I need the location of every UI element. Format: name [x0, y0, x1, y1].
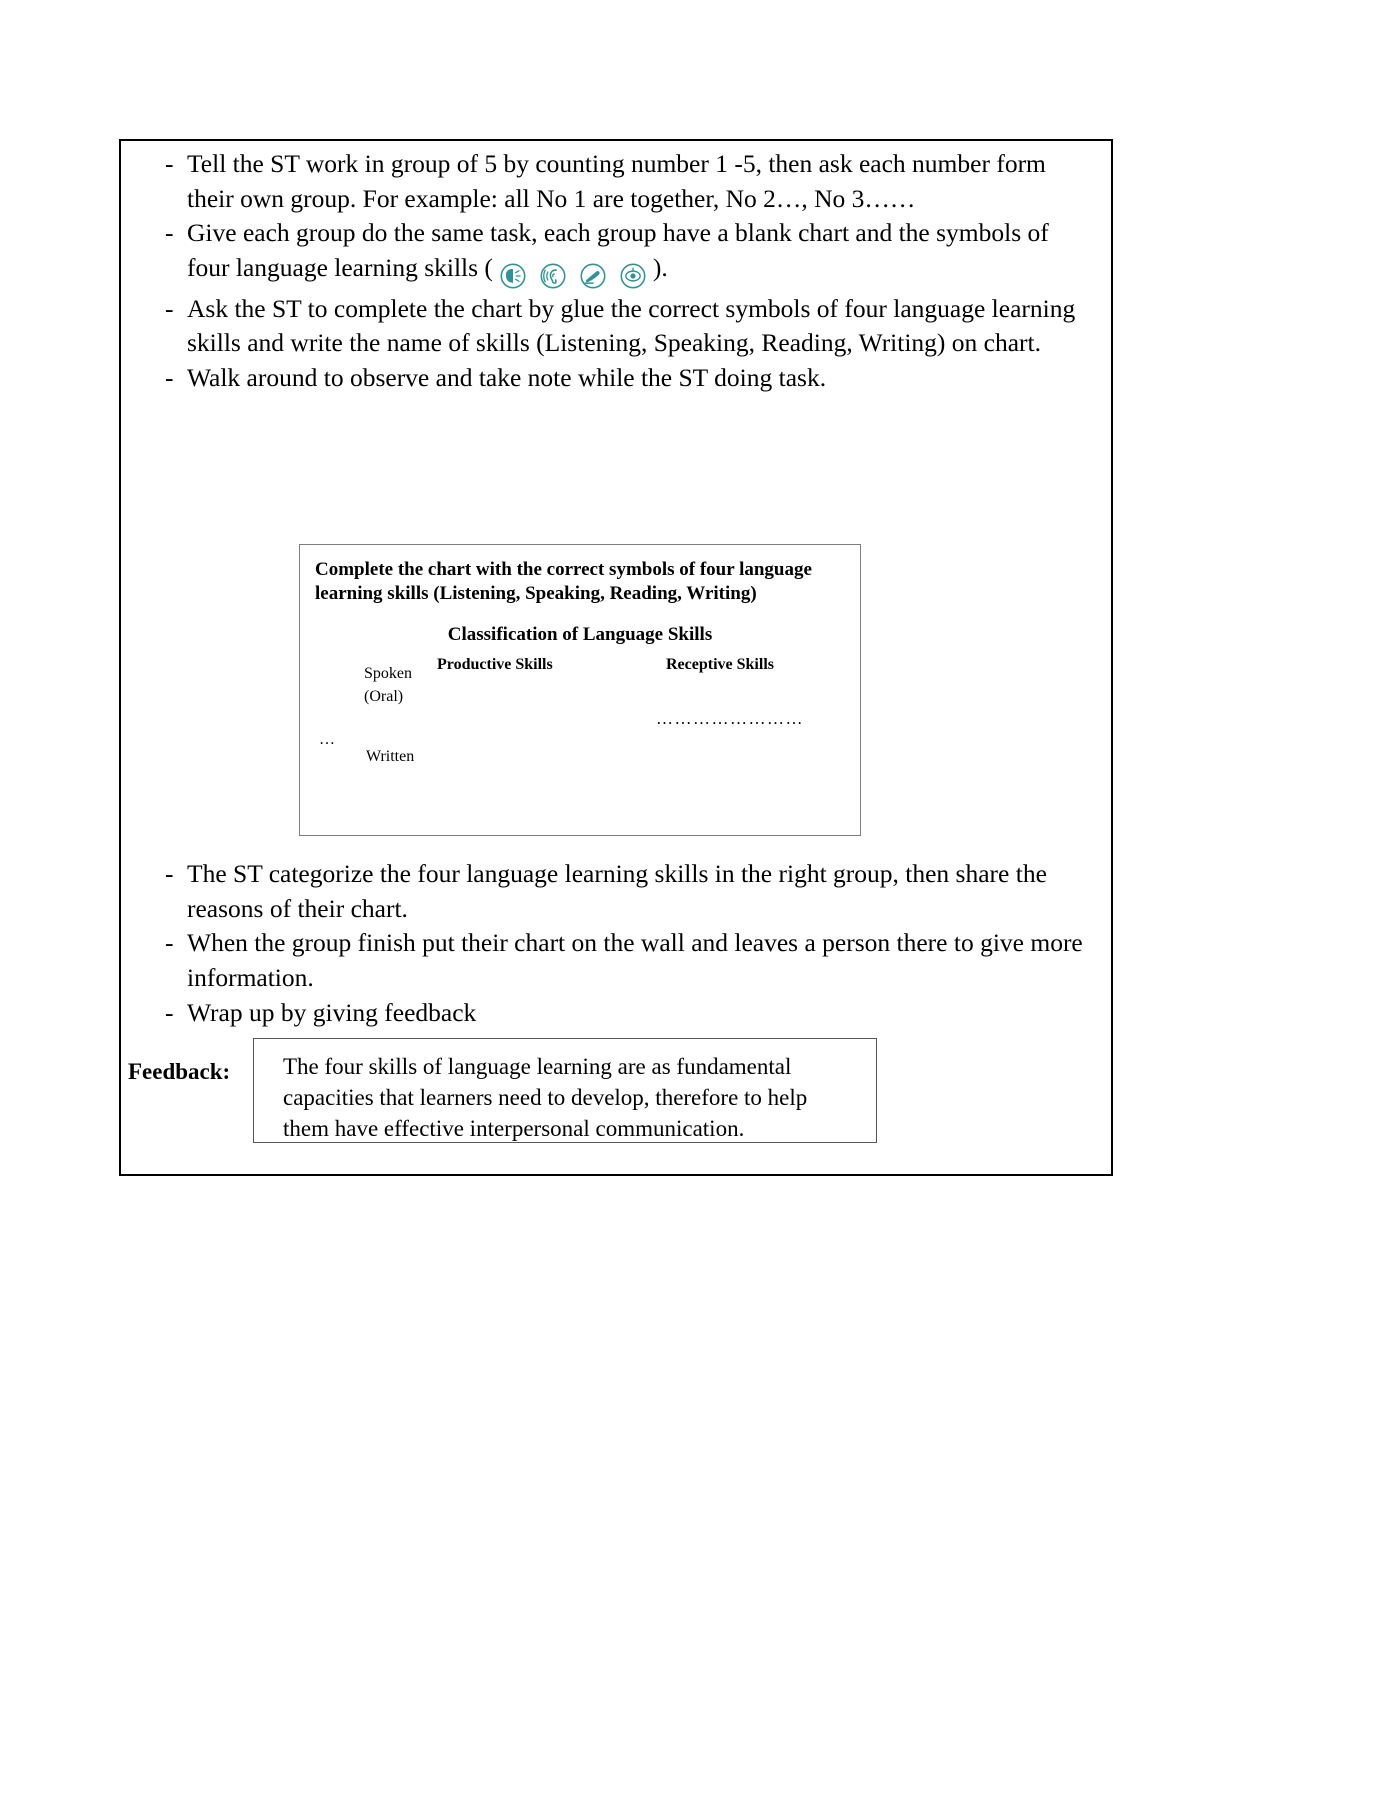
list-item [165, 996, 1095, 1031]
left-ellipsis-placeholder: … [319, 731, 336, 748]
feedback-text: The four skills of language learning are as fundamental capacities that learners need to develop, therefore to help them have effective interpersonal communication. [283, 1054, 808, 1142]
receptive-answer-blank: …………………… [656, 709, 804, 728]
list-item [165, 147, 1085, 216]
bullet-text: When the group finish put their chart on the wall and leaves a person there to give more information. [187, 928, 1083, 993]
bullet-dash: - [165, 997, 174, 1027]
page-content [121, 141, 1111, 1174]
bullet-dash: - [165, 293, 174, 323]
bullet-text [187, 216, 1085, 291]
bullet-dash: - [165, 928, 174, 958]
chart-title: Classification of Language Skills [447, 624, 713, 645]
bullet-text: Wrap up by giving feedback [187, 997, 477, 1027]
list-item [165, 292, 1085, 361]
bullet-dash: - [165, 218, 174, 248]
row-label-spoken [364, 662, 412, 708]
list-item [165, 361, 1085, 396]
reading-icon [620, 263, 646, 289]
bullet-dash: - [165, 363, 174, 393]
column-header-receptive-skills: Receptive Skills [666, 656, 774, 673]
list-item [165, 857, 1095, 926]
instructions-list-top [165, 147, 1085, 396]
row-label-spoken-line2: (Oral) [364, 688, 404, 706]
writing-icon [580, 263, 606, 289]
bullet-text-before-icons: Give each group do the same task, each group have a blank chart and the symbols of four language learning skills ( [187, 218, 1049, 283]
column-header-productive-skills: Productive Skills [437, 656, 553, 673]
bullet-text: Tell the ST work in group of 5 by counting number 1 -5, then ask each number form their own group. For example: all No 1 are together, No 2…, No 3…… [187, 149, 1046, 213]
row-label-spoken-line1: Spoken [364, 665, 412, 682]
bullet-text-after-icons: ). [652, 253, 668, 283]
bullet-text: The ST categorize the four language learning skills in the right group, then share the reasons of their chart. [187, 859, 1047, 923]
chart-instruction-heading: Complete the chart with the correct symbols of four language learning skills (Listening, Speaking, Reading, Writing) [315, 559, 812, 605]
bullet-text: Walk around to observe and take note while the ST doing task. [187, 363, 827, 393]
listening-icon [540, 263, 566, 289]
feedback-box [253, 1038, 877, 1143]
skill-icon-row [493, 257, 653, 292]
list-item [165, 926, 1095, 995]
bullet-dash: - [165, 859, 174, 888]
bullet-dash: - [165, 149, 174, 178]
document-page-border [119, 139, 1113, 1176]
bullet-text: Ask the ST to complete the chart by glue the correct symbols of four language learning skills and write the name of skills (Listening, Speaking, Reading, Writing) on chart. [187, 293, 1076, 358]
list-item [165, 216, 1085, 291]
feedback-label: Feedback: [128, 1059, 231, 1084]
instructions-list-middle [165, 857, 1095, 1030]
row-label-written: Written [366, 748, 415, 765]
classification-chart-box [299, 544, 861, 836]
speaking-icon [500, 263, 526, 289]
